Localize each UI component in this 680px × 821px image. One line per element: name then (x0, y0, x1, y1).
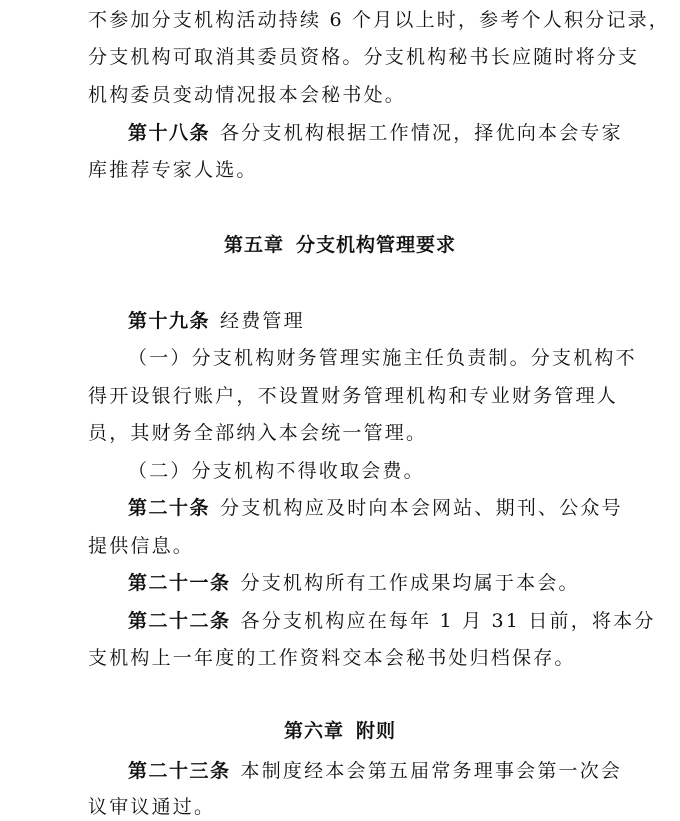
chapter-5-heading (0, 233, 680, 257)
article-label: 第二十三条 (128, 760, 231, 782)
paragraph-line: （一）分支机构财务管理实施主任负责制。分支机构不 (128, 347, 637, 369)
article-text: 本制度经本会第五届常务理事会第一次会 (240, 760, 623, 782)
chapter-6-heading (0, 719, 680, 743)
article-text: 经费管理 (220, 310, 305, 332)
paragraph-line: 员，其财务全部纳入本会统一管理。 (88, 422, 428, 444)
chapter-title: 附则 (356, 720, 397, 742)
article-20 (128, 496, 623, 520)
article-label: 第二十条 (128, 497, 211, 519)
paragraph-line: 机构委员变动情况报本会秘书处。 (88, 84, 407, 106)
article-21 (128, 571, 580, 595)
chapter-number: 第六章 (283, 720, 344, 742)
paragraph-line: 得开设银行账户，不设置财务管理机构和专业财务管理人 (88, 385, 619, 407)
paragraph-line: 分支机构可取消其委员资格。分支机构秘书长应随时将分支 (88, 46, 640, 68)
paragraph-line: 库推荐专家人选。 (88, 159, 258, 181)
article-label: 第二十一条 (128, 572, 231, 594)
article-text: 分支机构所有工作成果均属于本会。 (240, 572, 580, 594)
paragraph-line: （二）分支机构不得收取会费。 (128, 460, 425, 482)
paragraph-line: 不参加分支机构活动持续 6 个月以上时，参考个人积分记录， (88, 9, 670, 31)
article-23 (128, 759, 622, 783)
article-19 (128, 309, 305, 333)
paragraph-line: 议审议通过。 (88, 796, 216, 818)
article-22 (128, 609, 656, 633)
article-label: 第十九条 (128, 310, 211, 332)
article-label: 第二十二条 (128, 610, 231, 632)
article-text: 各分支机构应在每年 1 月 31 日前，将本分 (240, 610, 656, 632)
article-18 (128, 121, 623, 145)
article-text: 分支机构应及时向本会网站、期刊、公众号 (220, 497, 623, 519)
article-text: 各分支机构根据工作情况，择优向本会专家 (220, 122, 623, 144)
chapter-title: 分支机构管理要求 (296, 234, 457, 256)
article-label: 第十八条 (128, 122, 211, 144)
chapter-number: 第五章 (223, 234, 284, 256)
paragraph-line: 支机构上一年度的工作资料交本会秘书处归档保存。 (88, 647, 576, 669)
paragraph-line: 提供信息。 (88, 535, 195, 557)
